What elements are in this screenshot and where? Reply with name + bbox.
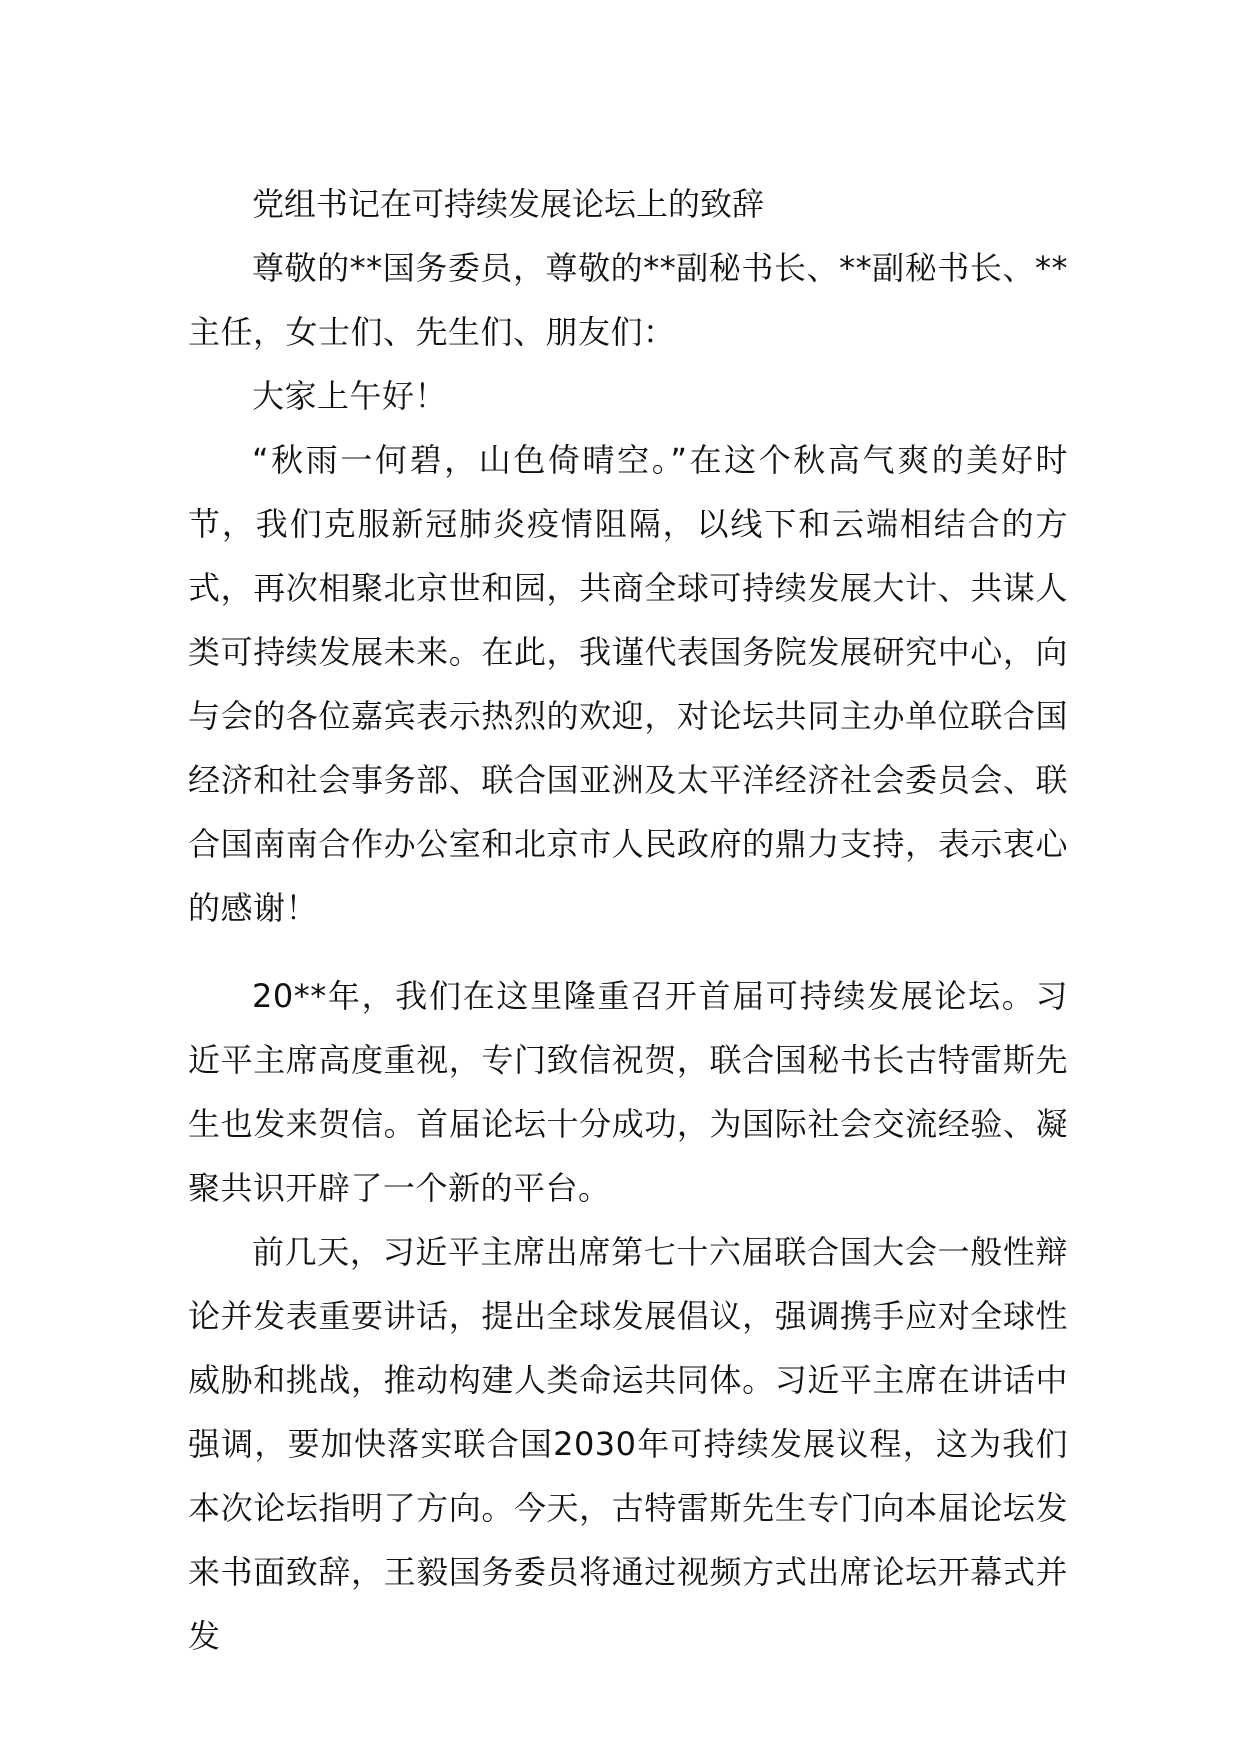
salutation-paragraph: 尊敬的**国务委员，尊敬的**副秘书长、**副秘书长、**主任，女士们、先生们、朋友们： [188,249,1068,351]
first-forum-paragraph: 20**年，我们在这里隆重召开首届可持续发展论坛。习近平主席高度重视，专门致信祝贺，联合国秘书长古特雷斯先生也发来贺信。首届论坛十分成功，为国际社会交流经验、凝聚共识开辟了一个新的平台。 [188,977,1068,1207]
document-page [188,172,1068,1668]
welcome-paragraph: “秋雨一何碧，山色倚晴空。”在这个秋高气爽的美好时节，我们克服新冠肺炎疫情阻隔，以线下和云端相结合的方式，再次相聚北京世和园，共商全球可持续发展大计、共谋人类可持续发展未来。在此，我谨代表国务院发展研究中心，向与会的各位嘉宾表示热烈的欢迎，对论坛共同主办单位联合国经济和社会事务部、联合国亚洲及太平洋经济社会委员会、联合国南南合作办公室和北京市人民政府的鼎力支持，表示衷心的感谢！ [188,441,1068,927]
document-title: 党组书记在可持续发展论坛上的致辞 [252,185,765,223]
greeting-paragraph: 大家上午好！ [252,377,448,415]
un-assembly-paragraph: 前几天，习近平主席出席第七十六届联合国大会一般性辩论并发表重要讲话，提出全球发展倡议，强调携手应对全球性威胁和挑战，推动构建人类命运共同体。习近平主席在讲话中强调，要加快落实联合国2030年可持续发展议程，这为我们本次论坛指明了方向。今天，古特雷斯先生专门向本届论坛发来书面致辞，王毅国务委员将通过视频方式出席论坛开幕式并发 [188,1233,1068,1655]
